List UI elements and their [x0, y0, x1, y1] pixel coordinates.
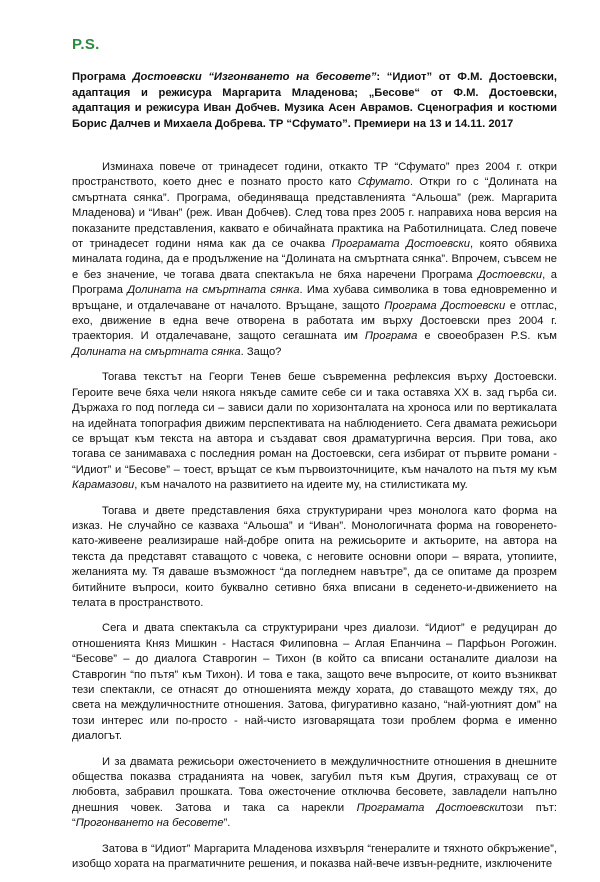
- paragraph-1: [72, 160, 557, 360]
- text-run-italic: Програма Достоевски: [384, 299, 506, 312]
- intro-text-credits: : “Идиот” от Ф.М. Достоевски, адаптация и режисура Маргарита Младенова; „Бесове“ от Ф.М. Достоевски, адаптация и режисура Иван Добчев. Музика Асен Аврамов. Сценография и костюми Борис Далчев и Михаела Добрева. ТР “Сфумато”. Премиери на 13 и 14.11. 2017: [72, 71, 557, 130]
- text-run: , която обявиха миналата година, да е продължение на “Долината на смъртната сянка”. Впрочем, съвсем не е без значение, че тогава двата спектакъла не бяха наречени Програма: [72, 238, 557, 281]
- text-run-italic: Програма: [364, 330, 418, 343]
- text-run: . Има хубава символика в това едновременно и връщане, и отдалечаване от началото. Връщане, защото: [72, 284, 557, 312]
- text-run: Изминаха повече от тринадесет години, откакто ТР “Сфумато” през 2004 г. откри пространството, което днес е познато просто като: [72, 161, 557, 189]
- text-run: И за двамата режисьори ожесточението в междуличностните отношения в днешните общества показва страданията на човек, загубил пътя към Другия, страхуващ се от любовта, забравил прошката. Това ожесточение отключва бесовете, завладели напълно днешния човек. Затова и така са нарекли: [72, 755, 557, 814]
- paragraph-3: [72, 504, 557, 612]
- text-run: този път: “: [72, 801, 557, 830]
- text-run-italic: Долината на смъртната сянка: [127, 284, 300, 297]
- article-body: [72, 160, 557, 882]
- text-run-italic: Сфумато: [357, 176, 410, 189]
- paragraph-5: [72, 755, 557, 832]
- text-run-italic: Достоевски: [478, 268, 543, 281]
- text-run: е отглас, ехо, движение в една вече отворена в работата им върху Достоевски през 2004 г. траектория. И отдалечаване, защото сегашната им: [72, 299, 557, 343]
- paragraph-4: [72, 621, 557, 744]
- intro-text-title: Достоевски “Изгонването на бесовете”: [132, 71, 377, 83]
- text-run: ”.: [223, 817, 231, 830]
- intro-text-plain: Програма: [72, 71, 133, 83]
- text-run: , а Програма: [72, 268, 557, 297]
- text-run: Сега и двата спектакъла са структурирани чрез диалози. “Идиот” е редуциран до отношенията Княз Мишкин - Настася Филиповна – Аглая Епанчина – Парфьон Рогожин. “Бесове” – до диалога Ставрогин – Тихон (в който са вписани останалите диалози на Ставрогин “по пътя” към Тихон). И това е така, защото вече въпросите, от които възникват тези спектакли, се отнасят до отношенията между хората, до ставащото между тях, до света на междуличностните отношения. Затова, фигуративно казано, “най-уютният дом” на този интерес или по-просто - най-чисто изговарящата този проблем форма е именно диалогът.: [72, 622, 557, 743]
- intro-credits: [72, 70, 557, 132]
- text-run: Тогава и двете представления бяха структурирани чрез монолога като форма на изказ. Не случайно се казваха “Альоша” и “Иван”. Монологичната форма на говоренето-като-живеене реализираше най-добре опита на режисьорите и актьорите, на автора на текста да представят ставащото с човека, с неговите основни опори – вярата, утопиите, желанията му. Тя даваше възможност “да погледнем навътре”, да се опитаме да прозрем битийните въпроси, които буквално сетивно бяха вписани в седенето-и-движението на телата в пространството.: [72, 504, 557, 609]
- text-run: Тогава текстът на Георги Тенев беше съвременна рефлексия върху Достоевски. Героите вече бяха чели някога някъде самите себе си и така оставяха ХХ в. зад гърба си. Държаха го под погледа си – зависи дали по хоризонталата на хроноса или по вертикалата на идейната топография движим перспективата на наблюдението. Сега двамата режисьори се връщат към текста на автора и създават своя драматургична версия. При това, ако тогава се занимаваха с последния роман на Достоевски, сега избират от първите романи - “Идиот” и “Бесове” – тоест, връщат се към първоизточниците, към началото на пътя му към: [72, 371, 557, 476]
- text-run: . Защо?: [240, 345, 282, 358]
- text-run: е своеобразен P.S. към: [417, 330, 558, 343]
- text-run: , към началото на развитието на идеите му, на стилистиката му.: [134, 479, 468, 492]
- text-run: . Откри го с “Долината на смъртната сянка”. Програма, обединяваща представленията “Альоша” (реж. Маргарита Младенова) и “Иван” (реж. Иван Добчев). След това през 2005 г. направиха нова версия на показаните представления, каквато е обичайната практика на Работилницата. След повече от тринадесет години няма как да се очаква: [72, 176, 557, 251]
- text-run-italic: Програмата Достоевски: [356, 801, 501, 814]
- text-run-italic: Карамазови: [72, 479, 135, 492]
- text-run-italic: Прогонването на бесовете: [75, 817, 224, 830]
- paragraph-6: [72, 842, 557, 873]
- paragraph-2: [72, 370, 557, 493]
- ps-heading: P.S.: [72, 36, 100, 53]
- text-run: Затова в “Идиот” Маргарита Младенова изхвърля “генералите и тяхното обкръжение”, изобщо хората на прагматичните решения, и показва най-вече извън-редните, изключените: [72, 842, 557, 871]
- text-run-italic: Долината на смъртната сянка: [72, 345, 241, 358]
- text-run-italic: Програмата Достоевски: [331, 238, 470, 251]
